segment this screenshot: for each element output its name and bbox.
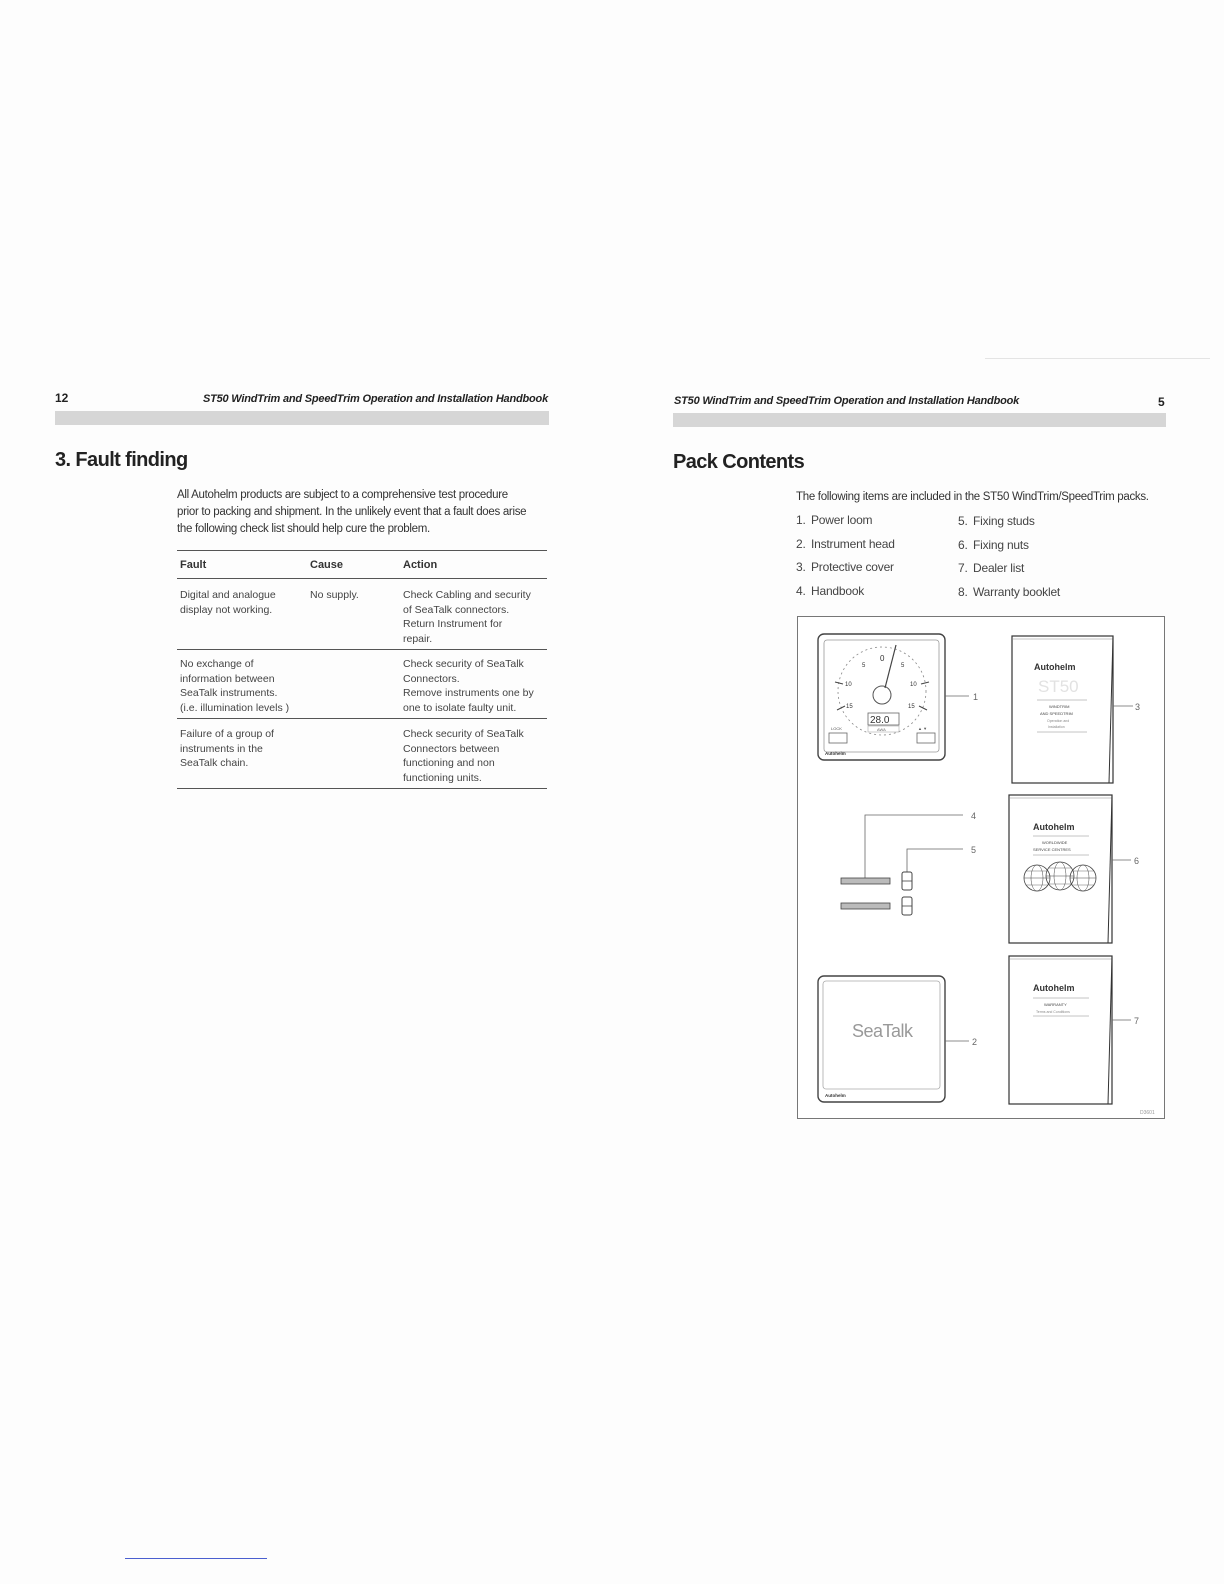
lcd-value: 28.0 (870, 715, 890, 726)
table-cell-action (403, 588, 531, 646)
item-number: 2. (796, 537, 806, 551)
intro-line: prior to packing and shipment. In the unlikely event that a fault does arise (177, 506, 527, 518)
handbook-brand-label: Autohelm (1034, 662, 1076, 672)
header-band (55, 411, 549, 425)
handbook-model-label: ST50 (1038, 677, 1079, 696)
callout-label: 7 (1134, 1016, 1140, 1026)
column-header-fault: Fault (180, 559, 207, 571)
dial-tick-label: 10 (845, 682, 852, 688)
section-title: Pack Contents (673, 451, 805, 473)
item-number: 4. (796, 584, 806, 598)
cell-line: Check security of SeaTalk (403, 658, 524, 670)
cell-line: Connectors. (403, 672, 460, 685)
item-number: 1. (796, 513, 806, 527)
item-number: 7. (958, 561, 968, 575)
item-label: Instrument head (811, 537, 895, 551)
cell-line: display not working. (180, 603, 273, 616)
list-item (958, 514, 1035, 528)
pack-contents-figure (797, 616, 1165, 1119)
cell-line: SeaTalk chain. (180, 757, 249, 769)
item-number: 3. (796, 560, 806, 574)
cover-brand-label: Autohelm (825, 1093, 846, 1098)
intro-line: the following check list should help cure the problem. (177, 523, 430, 535)
item-number: 6. (958, 538, 968, 552)
dealer-brand-label: Autohelm (1033, 822, 1075, 832)
cell-line: Check Cabling and security (403, 589, 531, 601)
cell-line: No exchange of (180, 658, 254, 670)
running-header: ST50 WindTrim and SpeedTrim Operation and Installation Handbook (674, 395, 1020, 407)
item-label: Fixing nuts (973, 538, 1029, 552)
callout-label: 1 (973, 692, 979, 702)
warranty-booklet-drawing (1009, 956, 1112, 1104)
lcd-unit: AWA (877, 727, 886, 732)
table-rule (177, 550, 547, 551)
cell-line: Return Instrument for (403, 618, 503, 630)
callout-label: 3 (1135, 702, 1141, 712)
list-item (796, 560, 894, 574)
item-label: Warranty booklet (973, 585, 1061, 599)
cell-line: one to isolate faulty unit. (403, 701, 517, 714)
cell-line: Check security of SeaTalk (403, 728, 524, 740)
dial-tick-label: 5 (862, 663, 866, 669)
cell-line: repair. (403, 632, 433, 645)
table-cell-action (403, 727, 524, 785)
dealer-line: SERVICE CENTRES (1033, 847, 1071, 852)
dial-tick-label: 15 (846, 704, 853, 710)
protective-cover-drawing (818, 976, 945, 1102)
warranty-line: WARRANTY (1044, 1002, 1067, 1007)
list-item (958, 538, 1029, 552)
cell-line: functioning units. (403, 771, 482, 784)
cell-line: information between (180, 672, 275, 685)
table-row (180, 657, 289, 715)
table-cell-action (403, 657, 534, 715)
arrow-button-label: ▲ ▼ (918, 726, 928, 731)
intro-paragraph (177, 487, 557, 538)
list-item (796, 513, 872, 527)
table-rule (177, 788, 547, 789)
cell-line: functioning and non (403, 757, 495, 769)
lock-button-label: LOCK (831, 726, 842, 731)
item-label: Protective cover (811, 560, 894, 574)
item-label: Fixing studs (973, 514, 1035, 528)
dial-tick-label: 10 (910, 682, 917, 688)
column-header-action: Action (403, 559, 438, 571)
cell-line: Connectors between (403, 742, 500, 755)
dial-tick-label: 0 (880, 654, 885, 663)
callout-label: 2 (972, 1037, 978, 1047)
handbook-drawing (1012, 636, 1113, 783)
intro-paragraph: The following items are included in the ST50 WindTrim/SpeedTrim packs. (796, 491, 1149, 503)
callout-label: 5 (971, 845, 977, 855)
section-title: 3. Fault finding (55, 449, 188, 471)
page-number: 12 (55, 391, 69, 405)
cell-line: Digital and analogue (180, 589, 276, 601)
list-item (958, 585, 1060, 599)
table-rule (177, 578, 547, 579)
table-rule (177, 649, 547, 650)
callout-label: 6 (1134, 856, 1140, 866)
cell-line: No supply. (310, 589, 359, 601)
instrument-head-drawing (818, 634, 945, 760)
dial-tick-label: 15 (908, 704, 915, 710)
table-row (180, 588, 276, 617)
figure-reference: D3601 (1140, 1110, 1155, 1116)
list-item (796, 584, 864, 598)
page-number: 5 (1158, 395, 1165, 409)
cell-line: (i.e. illumination levels ) (180, 701, 290, 714)
item-label: Dealer list (973, 561, 1025, 575)
seatalk-cover-label: SeaTalk (852, 1021, 913, 1041)
handbook-line: WINDTRIM (1049, 704, 1070, 709)
dealer-line: WORLDWIDE (1042, 840, 1068, 845)
cell-line: Remove instruments one by (403, 687, 534, 699)
cell-line: instruments in the (180, 742, 263, 755)
item-label: Handbook (811, 584, 865, 598)
dial-tick-label: 5 (901, 663, 905, 669)
list-item (958, 561, 1024, 575)
handbook-line: AND SPEEDTRIM (1040, 711, 1073, 716)
table-row (180, 727, 274, 771)
item-number: 8. (958, 585, 968, 599)
instrument-brand-label: Autohelm (825, 751, 846, 756)
running-header: ST50 WindTrim and SpeedTrim Operation and Installation Handbook (202, 393, 548, 405)
scan-artifact-line (125, 1558, 267, 1559)
table-rule (177, 718, 547, 719)
dealer-list-drawing (1009, 795, 1112, 943)
warranty-line: Terms and Conditions (1036, 1010, 1070, 1014)
handbook-line: Installation (1048, 725, 1065, 729)
list-item (796, 537, 895, 551)
fault-table (177, 550, 547, 790)
callout-label: 4 (971, 811, 977, 821)
table-cell-cause (310, 588, 359, 603)
warranty-brand-label: Autohelm (1033, 983, 1075, 993)
scan-artifact-line (985, 358, 1210, 359)
item-label: Power loom (811, 513, 873, 527)
cell-line: Failure of a group of (180, 728, 274, 740)
handbook-line: Operation and (1047, 719, 1070, 723)
column-header-cause: Cause (310, 559, 344, 571)
header-band (673, 413, 1166, 427)
cell-line: of SeaTalk connectors. (403, 603, 510, 616)
intro-line: All Autohelm products are subject to a comprehensive test procedure (177, 489, 508, 501)
item-number: 5. (958, 514, 968, 528)
cell-line: SeaTalk instruments. (180, 687, 278, 699)
